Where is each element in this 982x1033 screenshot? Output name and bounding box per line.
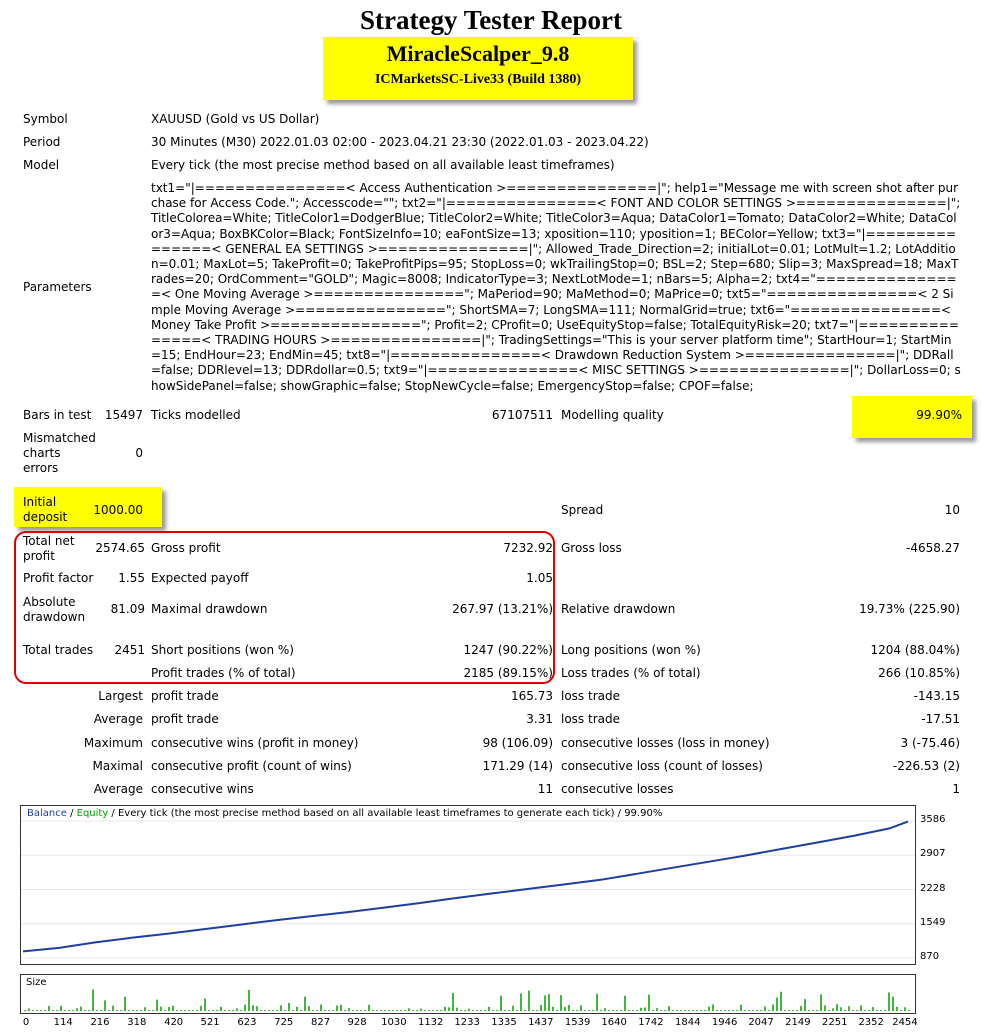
x-tick-label: 623 — [237, 1017, 257, 1028]
chart-legend — [27, 808, 662, 820]
bars-label: Bars in test — [23, 408, 92, 422]
total-trades-value: 2451 — [114, 643, 145, 657]
average-loss-label: loss trade — [561, 712, 620, 726]
x-tick-label: 1335 — [491, 1017, 517, 1028]
x-tick-label: 2047 — [748, 1017, 774, 1028]
largest-loss-label: loss trade — [561, 689, 620, 703]
model-value: Every tick (the most precise method based on all available least timeframes) — [151, 158, 615, 172]
y-tick-label: 3586 — [920, 814, 946, 825]
maximal-loss-label: consecutive loss (count of losses) — [561, 759, 763, 773]
maximum-losses-label: consecutive losses (loss in money) — [561, 736, 770, 750]
x-tick-label: 521 — [200, 1017, 220, 1028]
average2-label: Average — [93, 782, 143, 796]
x-tick-label: 318 — [127, 1017, 147, 1028]
x-tick-label: 216 — [90, 1017, 110, 1028]
average-losses-value: 1 — [952, 782, 960, 796]
balance-line — [23, 822, 908, 952]
expert-name-box — [323, 37, 633, 100]
profit-trades-label: Profit trades (% of total) — [151, 666, 296, 680]
mismatched-value: 0 — [135, 446, 143, 460]
relative-drawdown-value: 19.73% (225.90) — [859, 602, 960, 616]
long-positions-value: 1204 (88.04%) — [870, 643, 960, 657]
symbol-value: XAUUSD (Gold vs US Dollar) — [151, 112, 320, 126]
maximum-losses-value: 3 (-75.46) — [900, 736, 960, 750]
maximal-profit-label: consecutive profit (count of wins) — [151, 759, 352, 773]
symbol-label: Symbol — [23, 112, 68, 126]
x-tick-label: 2251 — [821, 1017, 848, 1028]
largest-profit-label: profit trade — [151, 689, 219, 703]
deposit-value: 1000.00 — [93, 503, 143, 517]
quality-value: 99.90% — [916, 408, 962, 422]
x-tick-label: 1946 — [711, 1017, 738, 1028]
average-label: Average — [93, 712, 143, 726]
x-tick-label: 1030 — [381, 1017, 407, 1028]
x-tick-label: 1844 — [675, 1017, 701, 1028]
gross-profit-value: 7232.92 — [503, 541, 553, 555]
x-tick-label: 0 — [22, 1017, 30, 1028]
x-tick-label: 1132 — [417, 1017, 444, 1028]
spread-label: Spread — [561, 503, 604, 517]
gross-loss-value: -4658.27 — [906, 541, 960, 555]
size-chart — [20, 974, 916, 1014]
x-tick-label: 420 — [164, 1017, 184, 1028]
largest-loss-value: -143.15 — [913, 689, 960, 703]
maximal-drawdown-value: 267.97 (13.21%) — [452, 602, 553, 616]
report-title: Strategy Tester Report — [360, 5, 622, 35]
x-tick-label: 827 — [311, 1017, 331, 1028]
expected-payoff-label: Expected payoff — [151, 571, 249, 585]
x-tick-label: 928 — [347, 1017, 367, 1028]
expert-name: MiracleScalper_9.8 — [386, 41, 570, 66]
short-positions-label: Short positions (won %) — [151, 643, 294, 657]
model-label: Model — [23, 158, 60, 172]
x-tick-label: 2149 — [785, 1017, 811, 1028]
net-profit-label: Total net profit — [23, 534, 75, 563]
x-tick-label: 1640 — [601, 1017, 627, 1028]
maximal-label: Maximal — [92, 759, 143, 773]
legend-balance: Balance — [27, 808, 67, 819]
net-profit-value: 2574.65 — [95, 541, 145, 555]
average-profit-label: profit trade — [151, 712, 219, 726]
profit-factor-label: Profit factor — [23, 571, 94, 585]
average-wins-label: consecutive wins — [151, 782, 254, 796]
legend-rest: / Every tick (the most precise method based on all available least timeframes to generate each tick) / 99.90% — [108, 808, 663, 819]
period-value: 30 Minutes (M30) 2022.01.03 02:00 - 2023.04.21 23:30 (2022.01.03 - 2023.04.22) — [151, 135, 649, 149]
maximum-label: Maximum — [83, 736, 143, 750]
mismatched-label: Mismatched charts errors — [23, 431, 96, 475]
x-tick-label: 725 — [274, 1017, 294, 1028]
legend-sep: / — [66, 808, 77, 819]
parameters-value: txt1="|===============< Access Authentication >===============|"; help1="Message me with screen shot after purchase for Access Code."; Accesscode=""; txt2="|===============< FONT AND COLOR SETTINGS >===============|"; TitleColorea=White; TitleColor1=DodgerBlue; TitleColor2=White; TitleColor3=Aqua; DataColor1=Tomato; DataColor2=White; DataColor3=Aqua; BoxBKColor=Black; FontSizeInfo=10; eaFontSize=13; xposition=110; yposition=1; BEColor=Yellow; txt3="|===============< GENERAL EA SETTINGS >===============|"; Allowed_Trade_Direction=2; initialLot=0.01; LotMult=1.2; LotAddition=0.01; MaxLot=5; TakeProfit=0; TakeProfitPips=95; StopLoss=0; wkTrailingStop=0; BSL=2; Step=680; Slip=3; MaxSpread=18; MaxTrades=20; OrdComment="GOLD"; Magic=8008; IndicatorType=3; NextLotMode=1; nBars=5; Alpha=2; txt4="===============< One Moving Average >==============="; MaPeriod=90; MaMethod=0; MaPrice=0; txt5="===============< 2 Simple Moving Average >==============="; ShortSMA=7; LongSMA=111; NormalGrid=true; txt6="===============< Money Take Profit >==============="; Profit=2; CProfit=0; UseEquityStop=false; TotalEquityRisk=20; txt7="|===============< TRADING HOURS >===============|"; TradingSettings="This is your server platform time"; StartHour=1; StartMin=15; EndHour=23; EndMin=45; txt8="|===============< Drawdown Reduction System >===============|"; DDRall=false; DDRlevel=13; DDRdollar=0.5; txt9="|===============< MISC SETTINGS >===============|"; DollarLoss=0; showSidePanel=false; showGraphic=false; StopNewCycle=false; EmergencyStop=false; CPOF=false; — [151, 181, 961, 393]
gross-profit-label: Gross profit — [151, 541, 221, 555]
ticks-label: Ticks modelled — [151, 408, 241, 422]
x-tick-label: 2352 — [858, 1017, 884, 1028]
absolute-drawdown-value: 81.09 — [110, 602, 145, 616]
y-tick-label: 2907 — [920, 848, 946, 860]
bars-value: 15497 — [104, 408, 143, 422]
total-trades-label: Total trades — [23, 643, 94, 657]
size-label: Size — [26, 977, 47, 988]
average-losses-label: consecutive losses — [561, 782, 674, 796]
x-tick-label: 1437 — [528, 1017, 554, 1028]
quality-label: Modelling quality — [561, 408, 664, 422]
profit-trades-value: 2185 (89.15%) — [463, 666, 553, 680]
x-tick-label: 1539 — [564, 1017, 591, 1028]
largest-label: Largest — [98, 689, 143, 703]
balance-chart — [20, 805, 916, 965]
size-chart-plot — [21, 975, 915, 1013]
largest-profit-value: 165.73 — [511, 689, 553, 703]
maximal-profit-value: 171.29 (14) — [482, 759, 553, 773]
x-tick-label: 2454 — [892, 1017, 918, 1028]
legend-equity: Equity — [76, 808, 109, 819]
y-tick-label: 870 — [920, 951, 940, 962]
server-name: ICMarketsSC-Live33 (Build 1380) — [374, 72, 582, 87]
x-tick-label: 114 — [53, 1017, 73, 1028]
short-positions-value: 1247 (90.22%) — [463, 643, 553, 657]
ticks-value: 67107511 — [491, 408, 553, 422]
loss-trades-label: Loss trades (% of total) — [561, 666, 701, 680]
y-tick-label: 1549 — [920, 916, 946, 928]
relative-drawdown-label: Relative drawdown — [561, 602, 676, 616]
deposit-label: Initial deposit — [23, 495, 68, 524]
long-positions-label: Long positions (won %) — [561, 643, 701, 657]
gross-loss-label: Gross loss — [561, 541, 622, 555]
x-tick-label: 1233 — [454, 1017, 480, 1028]
maximal-loss-value: -226.53 (2) — [892, 759, 960, 773]
average-profit-value: 3.31 — [526, 712, 553, 726]
maximal-drawdown-label: Maximal drawdown — [151, 602, 268, 616]
period-label: Period — [23, 135, 61, 149]
average-wins-value: 11 — [537, 782, 553, 796]
absolute-drawdown-label: Absolute drawdown — [23, 595, 86, 624]
loss-trades-value: 266 (10.85%) — [878, 666, 960, 680]
maximum-wins-label: consecutive wins (profit in money) — [151, 736, 359, 750]
spread-value: 10 — [944, 503, 960, 517]
expected-payoff-value: 1.05 — [526, 571, 553, 585]
balance-chart-plot — [21, 806, 915, 964]
y-tick-label: 2228 — [920, 882, 946, 894]
maximum-wins-value: 98 (106.09) — [482, 736, 553, 750]
parameters-label: Parameters — [23, 280, 92, 294]
x-tick-label: 1742 — [638, 1017, 664, 1028]
profit-factor-value: 1.55 — [118, 571, 145, 585]
average-loss-value: -17.51 — [921, 712, 960, 726]
